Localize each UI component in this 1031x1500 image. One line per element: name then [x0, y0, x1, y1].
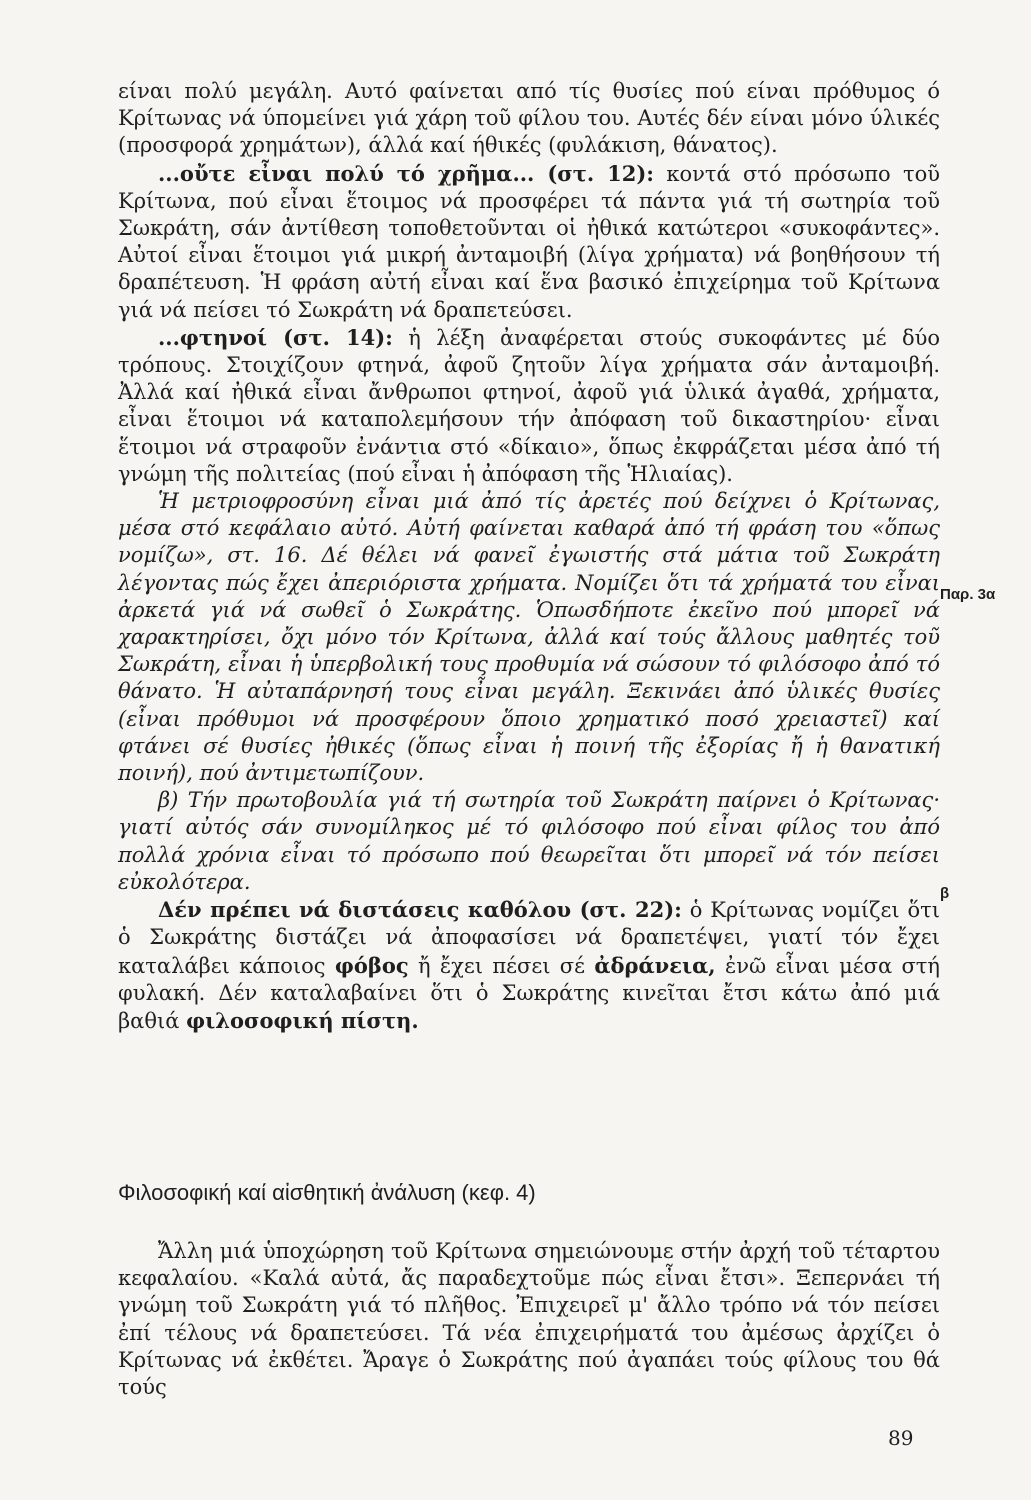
paragraph-distaseis: Δέν πρέπει νά διστάσεις καθόλου (στ. 22): ὁ Κρίτωνας νομίζει ὅτι ὁ Σωκράτης διστάζει νά ἀποφασίσει νά δραπετέψει, γιατί τόν ἔχει καταλάβει κάποιος φόβος ἤ ἔχει πέσει σέ ἀδράνεια, ἐνῶ εἶναι μέσα στή φυλακή. Δέν καταλαβαίνει ὅτι ὁ Σωκράτης κινεῖται ἔτσι κάτω ἀπό μιά βαθιά φιλοσοφική πίστη. — [118, 897, 940, 1033]
top-text-block — [118, 78, 940, 1035]
paragraph-ftinoi: ...φτηνοί (στ. 14): ἡ λέξη ἀναφέρεται στούς συκοφάντες μέ δύο τρόπους. Στοιχίζουν φτηνά, ἀφοῦ ζητοῦν λίγα χρήματα σάν ἀνταμοιβή. Ἀλλά καί ἠθικά εἶναι ἄνθρωποι φτηνοί, ἀφοῦ γιά ὑλικά ἀγαθά, χρήματα, εἶναι ἕτοιμοι νά καταπολεμήσουν τήν ἀπόφαση τοῦ δικαστηρίου· εἶναι ἕτοιμοι νά στραφοῦν ἐνάντια στό «δίκαιο», ὅπως ἐκφράζεται μέσα ἀπό τή γνώμη τῆς πολιτείας (πού εἶναι ἡ ἀπόφαση τῆς Ἡλιαίας). — [118, 324, 940, 486]
lemma-distaseis: Δέν πρέπει νά διστάσεις καθόλου (στ. 22): — [158, 897, 682, 923]
paragraph-beta: β) Τήν πρωτοβουλία γιά τή σωτηρία τοῦ Σωκράτη παίρνει ὁ Κρίτωνας· γιατί αὐτός σάν συνομίληκος μέ τό φιλόσοφο πού εἶναι φίλος του ἀπό πολλά χρόνια εἶναι τό πρόσωπο πού θεωρεῖται ὅτι μπορεῖ νά τόν πείσει εὐκολότερα. — [118, 788, 940, 894]
paragraph-oute: ...οὔτε εἶναι πολύ τό χρῆμα... (στ. 12): κοντά στό πρόσωπο τοῦ Κρίτωνα, πού εἶναι ἕτοιμος νά προσφέρει τά πάντα γιά τή σωτηρία τοῦ Σωκράτη, σάν ἀντίθεση τοποθετοῦνται οἱ ἠθικά κατώτεροι «συκοφάντες». Αὐτοί εἶναι ἕτοιμοι γιά μικρή ἀνταμοιβή (λίγα χρήματα) νά βοηθήσουν τή δραπέτευση. Ἡ φράση αὐτή εἶναι καί ἕνα βασικό ἐπιχείρημα τοῦ Κρίτωνα γιά νά πείσει τό Σωκράτη νά δραπετεύσει. — [118, 160, 940, 322]
lemma-oute: ...οὔτε εἶναι πολύ τό χρῆμα... (στ. 12): — [158, 160, 655, 186]
paragraph-continuation: είναι πολύ μεγάλη. Αυτό φαίνεται από τίς θυσίες πού είναι πρόθυμος ό Κρίτωνας νά ύπομείνει γιά χάρη τοῦ φίλου του. Αυτές δέν είναι μόνο ύλικές (προσφορά χρημάτων), άλλά καί ήθικές (φυλάκιση, θάνατος). — [118, 79, 940, 158]
paragraph-metriofrosini: Ἡ μετριοφροσύνη εἶναι μιά ἀπό τίς ἀρετές πού δείχνει ὁ Κρίτωνας, μέσα στό κεφάλαιο αὐτό. Αὐτή φαίνεται καθαρά ἀπό τή φράση του «ὅπως νομίζω», στ. 16. Δέ θέλει νά φανεῖ ἐγωιστής στά μάτια τοῦ Σωκράτη λέγοντας πώς ἔχει ἀπεριόριστα χρήματα. Νομίζει ὅτι τά χρήματά του εἶναι ἀρκετά γιά νά σωθεῖ ὁ Σωκράτης. Ὁπωσδήποτε ἐκεῖνο πού μπορεῖ νά χαρακτηρίσει, ὄχι μόνο τόν Κρίτωνα, ἀλλά καί τούς ἄλλους μαθητές τοῦ Σωκράτη, εἶναι ἡ ὑπερβολική τους προθυμία νά σώσουν τό φιλόσοφο ἀπό τό θάνατο. Ἡ αὐταπάρνησή τους εἶναι μεγάλη. Ξεκινάει ἀπό ὑλικές θυσίες (εἶναι πρόθυμοι νά προσφέρουν ὅποιο χρηματικό ποσό χρειαστεῖ) καί φτάνει σέ θυσίες ἠθικές (ὅπως εἶναι ἡ ποινή τῆς ἐξορίας ἤ ἡ θανατική ποινή), πού ἀντιμετωπίζουν. — [118, 489, 940, 786]
lemma-ftinoi: ...φτηνοί (στ. 14): — [158, 324, 393, 350]
paragraph-ypoxorisi: Ἄλλη μιά ὑποχώρηση τοῦ Κρίτωνα σημειώνουμε στήν ἀρχή τοῦ τέταρτου κεφαλαίου. «Καλά αὐτά, ἄς παραδεχτοῦμε πώς εἶναι ἔτσι». Ξεπερνάει τή γνώμη τοῦ Σωκράτη γιά τό πλῆθος. Ἐπιχειρεῖ μ' ἄλλο τρόπο νά τόν πείσει ἐπί τέλους νά δραπετεύσει. Τά νέα ἐπιχειρήματά του ἀμέσως ἀρχίζει ὁ Κρίτωνας νά ἐκθέτει. Ἄραγε ὁ Σωκράτης πού ἀγαπάει τούς φίλους του θά τούς — [118, 1239, 940, 1400]
section-heading: Φιλοσοφική καί αἰσθητική ἀνάλυση (κεφ. 4) — [118, 1180, 536, 1205]
margin-note-par-3a: Παρ. 3α — [940, 586, 996, 603]
page-number: 89 — [888, 1426, 914, 1450]
bottom-text-block — [118, 1238, 940, 1401]
margin-note-b: β — [940, 885, 950, 902]
